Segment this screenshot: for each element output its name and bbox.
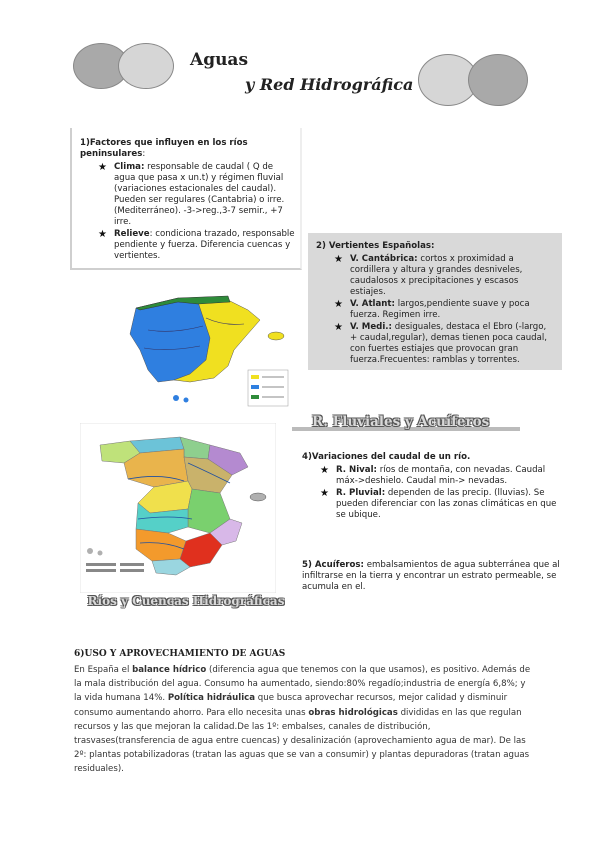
cuencas-map: [80, 423, 276, 593]
star-icon: ★: [334, 299, 343, 310]
decor-circle-4: [468, 54, 528, 106]
vertientes-list: [316, 254, 556, 366]
vertientes-map: [118, 290, 290, 410]
uso-heading: 6)USO Y APROVECHAMIENTO DE AGUAS: [74, 649, 286, 659]
page-subtitle: y Red Hidrográfica: [245, 75, 414, 94]
list-item: ★ V. Atlant: largos,pendiente suave y poca fuerza. Regimen irre.: [334, 299, 530, 320]
star-icon: ★: [98, 229, 107, 240]
variaciones-section: [302, 452, 564, 522]
list-item: ★ Clima: responsable de caudal ( Q de agua que pasa x un.t) y régimen fluvial (variaciones estacionales del caudal). Pueden ser regulares (Cantabria) o irre. (Mediterráneo). -3->reg.,3-7 semir., +7 irre.: [98, 162, 285, 227]
variaciones-heading: 4)Variaciones del caudal de un río.: [302, 452, 471, 462]
list-item: ★ R. Pluvial: dependen de las precip. (lluvias). Se pueden diferenciar con las zonas climáticas en que se ubique.: [320, 488, 557, 520]
list-item: ★ V. Medi.: desiguales, destaca el Ebro (-largo, + caudal,regular), demas tienen poca caudal, con fuertes estiajes que provocan gran fuerza.Frecuentes: ramblas y torrentes.: [334, 322, 548, 365]
star-icon: ★: [334, 322, 343, 333]
vertientes-heading: 2) Vertientes Españolas:: [316, 241, 435, 251]
star-icon: ★: [320, 488, 329, 499]
list-item: ★ Relieve: condiciona trazado, responsable pendiente y fuerza. Diferencia cuencas y vertientes.: [98, 229, 295, 261]
list-item: ★ V. Cantábrica: cortos x proximidad a cordillera y altura y grandes desniveles, caudalosos x precipitaciones y escasos estiajes.: [334, 254, 523, 297]
factors-list: [80, 162, 296, 262]
cuencas-map-caption: Ríos y Cuencas Hidrográficas: [87, 594, 285, 608]
star-icon: ★: [320, 465, 329, 476]
page-title: Aguas: [190, 50, 249, 70]
variaciones-list: [302, 465, 564, 521]
star-icon: ★: [98, 162, 107, 173]
acuiferos-section: [302, 560, 564, 593]
decor-circle-2: [118, 43, 174, 89]
acuiferos-heading: 5) Acuíferos:: [302, 560, 364, 570]
uso-paragraph: En España el balance hídrico (diferencia agua que tenemos con la que usamos), es positivo. Además de la mala distribución del agua. Consumo ha aumentado, siendo:80% regadío;industria de energía 6,8%; y la vida humana 14%. Política hidráulica que busca aprovechar recursos, mejor calidad y disminuir consumo aumentando ahorro. Para ello necesita unas obras hidrológicas divididas en las que regulan recursos y las que mejoran la calidad.De las 1º: embalses, canales de distribución, trasvases(transferencia de agua entre cuencas) y desalinización (aprovechamiento agua de mar). De las 2º: plantas potabilizadoras (tratan las aguas que se van a consumir) y plantas depuradoras (tratan aguas residuales).: [74, 665, 531, 775]
star-icon: ★: [334, 254, 343, 265]
factors-box: [70, 128, 302, 270]
vertientes-box: [308, 233, 562, 370]
list-item: ★ R. Nival: ríos de montaña, con nevadas. Caudal máx->deshielo. Caudal min-> nevadas.: [320, 465, 546, 486]
section-title: R. Fluviales y Acuíferos: [312, 414, 490, 430]
acuiferos-text: embalsamientos de agua subterránea que al infiltrarse en la tierra y encontrar un estrato permeable, se acumula en el.: [302, 560, 560, 592]
factors-heading: 1)Factores que influyen en los ríos peninsulares:: [80, 138, 248, 159]
